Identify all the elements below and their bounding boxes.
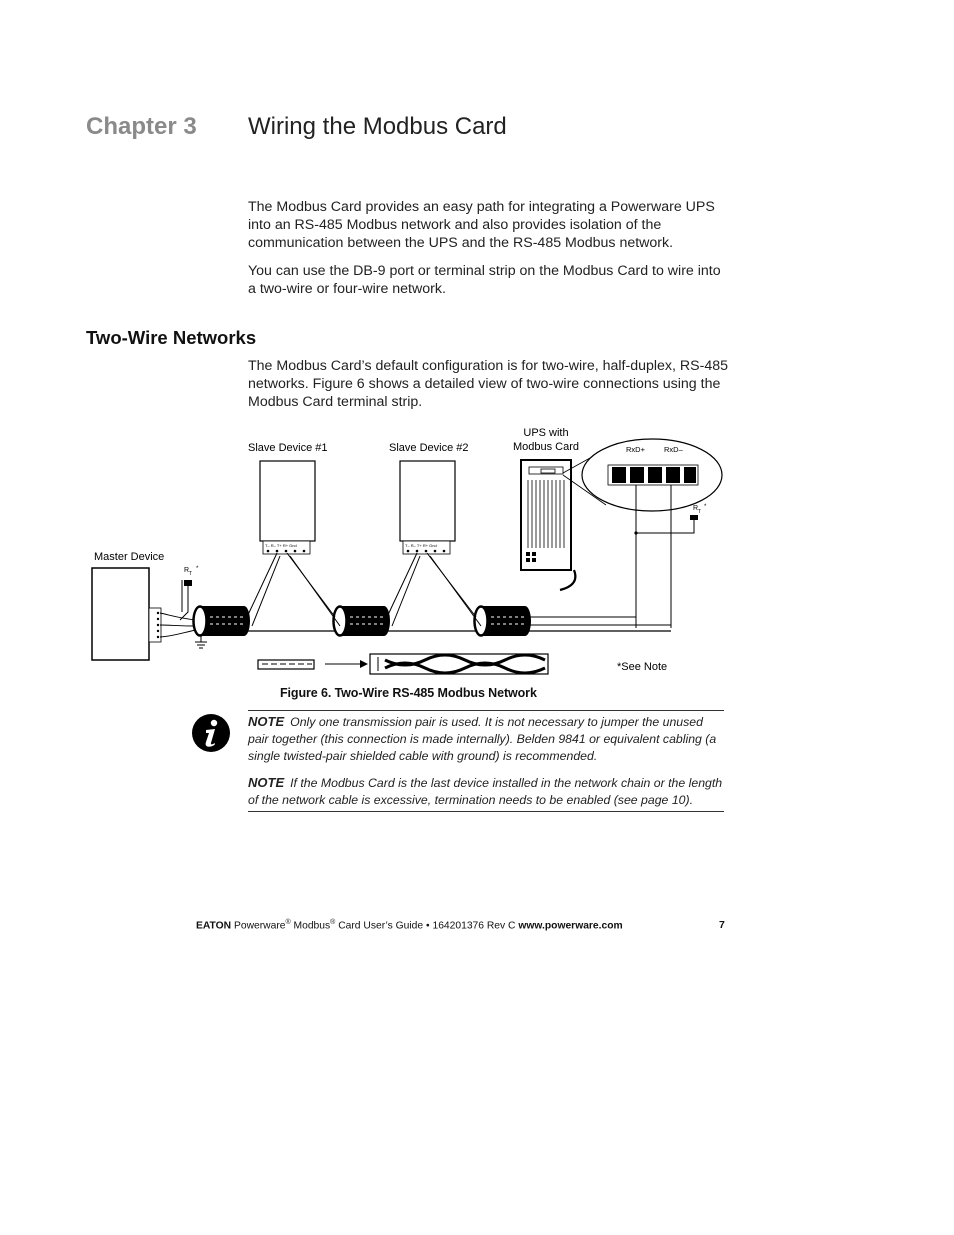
two-wire-network-diagram xyxy=(86,420,746,685)
notes-bottom-rule xyxy=(248,811,724,812)
footer-doc: 164201376 Rev C xyxy=(432,920,516,932)
note-2-text: If the Modbus Card is the last device installed in the network chain or the length of the network cable is excessive, termination needs to be enabled (see page 10). xyxy=(248,776,723,807)
slave1-terminal-pins: T– R– T+ R+ Gnd xyxy=(265,543,297,548)
info-icon xyxy=(191,713,231,753)
rt-ups-resistor xyxy=(690,515,698,520)
note-1-label: NOTE xyxy=(248,714,285,729)
rxd-minus-label: RxD– xyxy=(664,445,683,454)
rt-master-label: R xyxy=(184,567,190,574)
footer-brand: EATON xyxy=(196,920,232,932)
cable-segment-1 xyxy=(193,606,250,636)
rt-master-resistor xyxy=(184,580,192,586)
footer: EATON Powerware® Modbus® Card User’s Guide • 164201376 Rev C www.powerware.com xyxy=(196,919,623,932)
chapter-label: Chapter 3 xyxy=(86,113,197,140)
ups-label-line2: Modbus Card xyxy=(512,441,580,453)
section-paragraph: The Modbus Card’s default configuration is for two-wire, half-duplex, RS-485 networks. Figure 6 shows a detailed view of two-wire connections using the Modbus Card terminal strip. xyxy=(248,358,728,410)
footer-guide: Card User’s Guide xyxy=(338,920,424,932)
page-number: 7 xyxy=(719,919,725,931)
notes-top-rule xyxy=(248,710,724,711)
note-1-text: Only one transmission pair is used. It is not necessary to jumper the unused pair together (this connection is made internally). Belden 9841 or equivalent cabling (a single twisted-pair shielded cable with ground) is recommended. xyxy=(248,715,717,763)
intro-paragraph-2: You can use the DB-9 port or terminal strip on the Modbus Card to wire into a two-wire or four-wire network. xyxy=(248,263,721,297)
svg-text:*: * xyxy=(196,566,199,572)
master-device xyxy=(92,568,149,660)
intro-paragraph-1: The Modbus Card provides an easy path for integrating a Powerware UPS into an RS-485 Modbus network and also provides isolation of the communication between the UPS and the RS-485 Modbus network. xyxy=(248,199,715,251)
svg-text:*: * xyxy=(704,504,707,510)
slave2-label: Slave Device #2 xyxy=(389,442,469,454)
rxd-plus-label: RxD+ xyxy=(626,445,645,454)
slave1-label: Slave Device #1 xyxy=(248,442,328,454)
slave2-device xyxy=(400,461,455,541)
footer-modbus: Modbus xyxy=(293,920,331,932)
master-label: Master Device xyxy=(94,551,165,563)
see-note-label: *See Note xyxy=(617,661,668,673)
cable-segment-3 xyxy=(474,606,531,636)
slave1-device xyxy=(260,461,315,541)
section-heading: Two-Wire Networks xyxy=(86,327,257,348)
footer-url[interactable]: www.powerware.com xyxy=(518,920,623,932)
cable-segment-2 xyxy=(333,606,390,636)
figure-caption: Figure 6. Two-Wire RS-485 Modbus Network xyxy=(280,686,537,700)
svg-text:T: T xyxy=(698,509,702,515)
footer-product: Powerware xyxy=(233,920,286,932)
slave2-terminal-pins: T– R– T+ R+ Gnd xyxy=(405,543,437,548)
rt-ups-label: R xyxy=(693,505,699,512)
note-1 xyxy=(248,713,726,765)
ups-label-line1: UPS with xyxy=(523,427,569,439)
chapter-title: Wiring the Modbus Card xyxy=(248,113,507,140)
note-2-label: NOTE xyxy=(248,775,285,790)
footer-bullet: • xyxy=(425,920,430,932)
note-2 xyxy=(248,774,726,809)
svg-text:T: T xyxy=(189,571,193,577)
